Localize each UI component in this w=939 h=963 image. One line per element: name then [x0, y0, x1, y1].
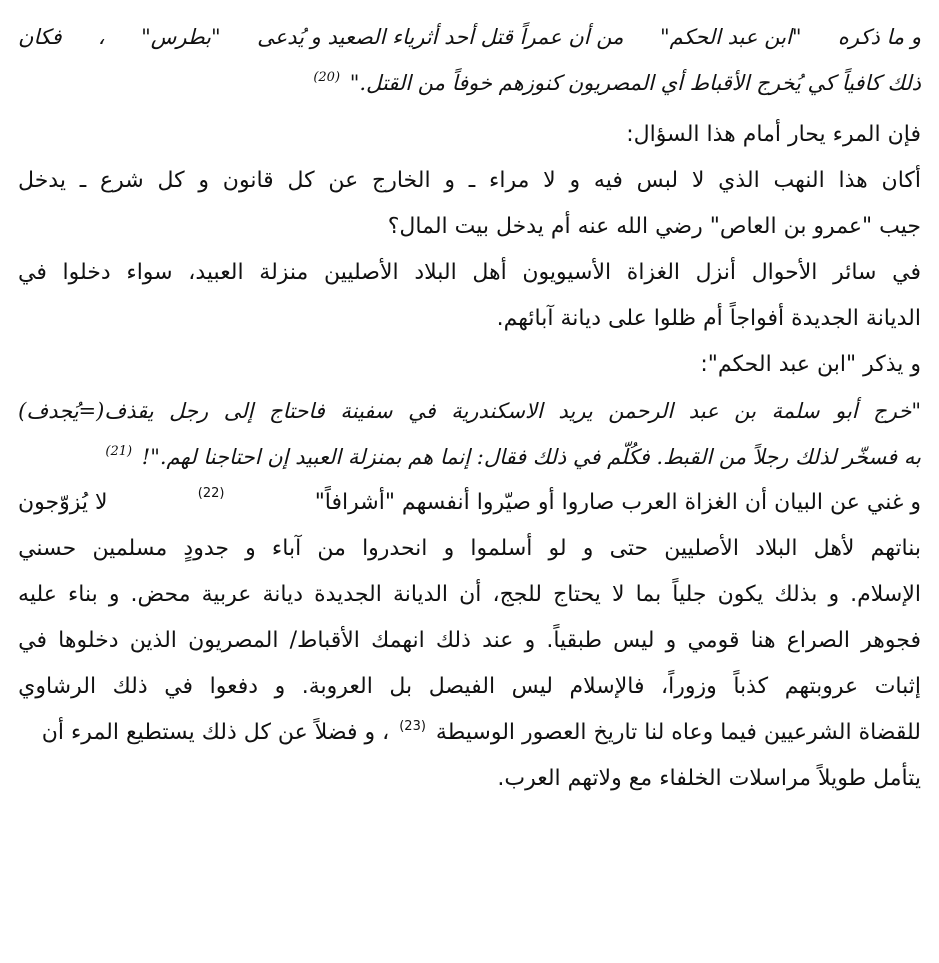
text-word: دخلوها — [58, 628, 119, 653]
text-line — [18, 434, 921, 480]
text-word: كل — [157, 168, 185, 193]
text-segment: به فسخّر لذلك رجلاً من القبط. فكُلّم في ذلك فقال: إنما هم بمنزلة العبيد إن احتاجنا لهم."! — [141, 445, 921, 469]
text-word: انحدروا — [362, 536, 428, 561]
text-line — [18, 526, 921, 572]
text-word: أسلموا — [470, 536, 533, 561]
text-word: من — [317, 536, 346, 561]
text-word: محض. — [130, 582, 191, 607]
text-segment: الديانة الجديدة أفواجاً أم ظلوا على ديانة آبائهم. — [496, 306, 921, 331]
text-word: و — [198, 168, 210, 193]
text-word: بما — [635, 582, 662, 607]
text-word: بل — [389, 674, 413, 699]
text-line — [18, 250, 921, 296]
text-word: النهب — [773, 168, 825, 193]
text-word: يقذف(=يُجدف) — [18, 399, 154, 423]
text-line — [18, 342, 921, 388]
text-word: و — [524, 628, 536, 653]
text-word: الخارج — [372, 168, 431, 193]
text-word: عليه — [18, 582, 57, 607]
text-segment: للقضاة الشرعيين فيما وعاه لنا تاريخ العصور الوسيطة — [435, 720, 921, 745]
text-word: بناء — [67, 582, 98, 607]
text-word: ـ — [468, 168, 476, 193]
text-word: العروبة. — [301, 674, 373, 699]
text-word: لا — [691, 168, 705, 193]
text-line — [18, 14, 921, 60]
text-word: في — [18, 260, 47, 285]
text-segment: و غني عن البيان أن الغزاة العرب صاروا أو صيّروا أنفسهم "أشرافاً" — [314, 490, 921, 515]
text-word: مسلمين — [92, 536, 168, 561]
text-word: الأسيويون — [522, 260, 612, 285]
text-word: أهل — [472, 260, 507, 285]
text-segment: فكان — [18, 25, 62, 49]
text-word: في — [408, 399, 436, 423]
text-segment: من أن عمراً قتل أحد أثرياء الصعيد و يُدعى — [257, 25, 624, 49]
text-word: لو — [548, 536, 567, 561]
text-word: الصراع — [786, 628, 851, 653]
text-line — [18, 572, 921, 618]
text-segment: يتأمل طويلاً مراسلات الخلفاء مع ولاتهم العرب. — [497, 766, 921, 791]
text-word: فالإسلام — [569, 674, 645, 699]
text-line — [18, 60, 921, 106]
text-word: ذلك — [112, 674, 148, 699]
text-word: لا — [612, 582, 625, 607]
text-word: أكان — [881, 168, 921, 193]
text-word: بناتهم — [870, 536, 921, 561]
text-line — [18, 618, 921, 664]
footnote-marker: (22) — [197, 486, 225, 501]
text-word: قومي — [687, 628, 740, 653]
text-word: في — [892, 260, 921, 285]
text-word: يحتاج — [553, 582, 601, 607]
text-word: الرحمن — [608, 399, 674, 423]
text-word: عروبتهم — [784, 674, 859, 699]
text-word: لبس — [636, 168, 679, 193]
text-word: عن — [328, 168, 359, 193]
text-word: حسني — [18, 536, 77, 561]
text-word: الجديدة — [314, 582, 382, 607]
text-word: دخلوا — [62, 260, 111, 285]
footnote-marker: (23) — [399, 719, 426, 734]
text-segment: "ابن عبد الحكم" — [659, 25, 802, 49]
text-word: عربية — [201, 582, 252, 607]
text-line — [18, 296, 921, 342]
text-word: و — [274, 674, 286, 699]
text-word: كل — [287, 168, 315, 193]
text-word: سلمة — [771, 399, 820, 423]
text-word: الأصليين — [324, 260, 399, 285]
footnote-marker: (20) — [313, 70, 341, 85]
text-word: قانون — [222, 168, 274, 193]
text-word: يدخل — [18, 168, 66, 193]
text-line — [18, 480, 921, 526]
text-line — [18, 158, 921, 204]
text-word: لأهل — [813, 536, 855, 561]
text-word: في — [164, 674, 194, 699]
text-word: بن — [734, 399, 757, 423]
text-word: الذي — [718, 168, 760, 193]
text-word: حتى — [609, 536, 649, 561]
text-word: يريد — [558, 399, 593, 423]
text-word: سائر — [833, 260, 877, 285]
text-word: للجج، — [492, 582, 542, 607]
text-word: البلاد — [414, 260, 457, 285]
text-word: الرشاوي — [18, 674, 97, 699]
text-word: في — [18, 628, 48, 653]
text-segment: لا يُزوّجون — [18, 490, 108, 515]
text-word: انهمك — [371, 628, 425, 653]
text-word: ليس — [613, 628, 655, 653]
text-line — [18, 756, 921, 802]
text-word: وزوراً، — [661, 674, 717, 699]
text-word: و — [582, 536, 594, 561]
text-word: سواء — [126, 260, 173, 285]
text-word: الأصليين — [664, 536, 739, 561]
text-word: فجوهر — [861, 628, 921, 653]
text-segment: جيب "عمرو بن العاص" رضي الله عنه أم يدخل بيت المال؟ — [387, 214, 921, 239]
text-word: رجل — [169, 399, 209, 423]
text-segment: و يذكر "ابن عبد الحكم": — [700, 352, 921, 377]
text-segment: ، و فضلاً عن كل ذلك يستطيع المرء أن — [41, 720, 390, 745]
text-word: بذلك — [774, 582, 818, 607]
text-word: هذا — [838, 168, 868, 193]
text-word: ليس — [511, 674, 553, 699]
text-line — [18, 710, 921, 756]
text-word: كذباً — [733, 674, 769, 699]
text-word: جلياً — [672, 582, 707, 607]
text-word: الديانة — [392, 582, 449, 607]
text-word: و — [665, 628, 677, 653]
text-word: أبو — [835, 399, 858, 423]
text-word: منزلة — [259, 260, 309, 285]
text-line — [18, 204, 921, 250]
text-word: عبد — [688, 399, 719, 423]
text-word: إثبات — [874, 674, 921, 699]
text-word: المصريون — [188, 628, 279, 653]
text-word: فيه — [593, 168, 623, 193]
text-word: طبقياً. — [546, 628, 602, 653]
text-word: فاحتاج — [269, 399, 325, 423]
text-word: الأقباط/ — [289, 628, 360, 653]
text-word: الفيصل — [428, 674, 496, 699]
text-word: هنا — [750, 628, 776, 653]
text-line — [18, 388, 921, 434]
text-segment: ذلك كافياً كي يُخرج الأقباط أي المصريون كنوزهم خوفاً من القتل." — [349, 71, 921, 95]
text-segment: "بطرس" — [141, 25, 221, 49]
text-line — [18, 664, 921, 710]
text-word: آباء — [271, 536, 302, 561]
text-word: و — [569, 168, 581, 193]
text-word: و — [828, 582, 840, 607]
text-word: دفعوا — [209, 674, 259, 699]
text-segment: فإن المرء يحار أمام هذا السؤال: — [626, 122, 921, 147]
text-word: ـ — [79, 168, 87, 193]
text-segment: ، — [97, 25, 105, 49]
text-word: مراء — [489, 168, 530, 193]
text-word: ذلك — [435, 628, 471, 653]
text-word: إلى — [223, 399, 254, 423]
footnote-marker: (21) — [105, 444, 133, 459]
text-word: لا — [543, 168, 556, 193]
text-word: ديانة — [262, 582, 304, 607]
text-word: سفينة — [340, 399, 393, 423]
text-word: "خرج — [873, 399, 921, 423]
text-word: الذين — [129, 628, 177, 653]
text-word: و — [108, 582, 120, 607]
text-word: الاسكندرية — [451, 399, 543, 423]
text-word: جدودٍ — [183, 536, 229, 561]
text-word: الإسلام. — [850, 582, 921, 607]
text-word: أنزل — [695, 260, 737, 285]
text-segment: و ما ذكره — [837, 25, 921, 49]
text-word: و — [444, 168, 455, 193]
text-word: عند — [482, 628, 514, 653]
text-word: البلاد — [755, 536, 798, 561]
text-line — [18, 112, 921, 158]
text-word: الأحوال — [751, 260, 818, 285]
text-word: شرع — [99, 168, 144, 193]
text-word: العبيد، — [188, 260, 244, 285]
text-word: يكون — [717, 582, 764, 607]
text-word: و — [443, 536, 455, 561]
text-word: الغزاة — [626, 260, 681, 285]
text-word: أن — [459, 582, 482, 607]
text-word: و — [245, 536, 256, 561]
